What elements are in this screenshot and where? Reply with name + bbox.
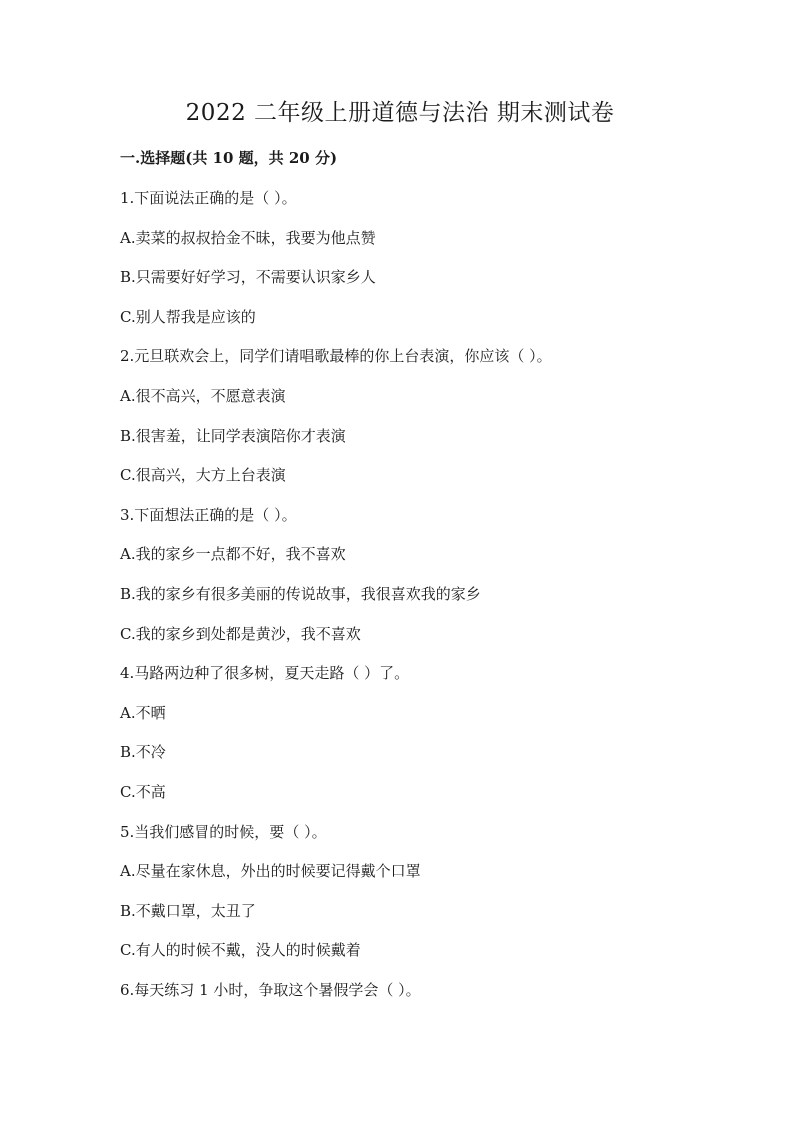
answer-option: B.不冷 bbox=[120, 743, 166, 762]
answer-option: C.很高兴，大方上台表演 bbox=[120, 466, 286, 485]
question-text: 6.每天练习 1 小时，争取这个暑假学会（ ）。 bbox=[120, 980, 421, 999]
answer-option: A.卖菜的叔叔拾金不昧，我要为他点赞 bbox=[120, 228, 376, 247]
question-list bbox=[120, 186, 720, 1017]
question-text: 3.下面想法正确的是（ ）。 bbox=[120, 505, 297, 524]
answer-option: C.别人帮我是应该的 bbox=[120, 307, 256, 326]
answer-option: B.我的家乡有很多美丽的传说故事，我很喜欢我的家乡 bbox=[120, 584, 481, 603]
answer-option: C.不高 bbox=[120, 782, 166, 801]
answer-option: B.不戴口罩，太丑了 bbox=[120, 901, 256, 920]
answer-option: A.我的家乡一点都不好，我不喜欢 bbox=[120, 545, 346, 564]
exam-title: 2022 二年级上册道德与法治 期末测试卷 bbox=[185, 100, 615, 126]
answer-option: A.很不高兴，不愿意表演 bbox=[120, 386, 286, 405]
section-heading: 一.选择题(共 10 题，共 20 分) bbox=[120, 149, 338, 167]
question-text: 1.下面说法正确的是（ ）。 bbox=[120, 189, 297, 207]
answer-option: A.不晒 bbox=[120, 703, 166, 722]
question-text: 4.马路两边种了很多树，夏天走路（ ）了。 bbox=[120, 664, 410, 683]
question-text: 5.当我们感冒的时候，要（ ）。 bbox=[120, 822, 327, 841]
answer-option: B.很害羞，让同学表演陪你才表演 bbox=[120, 426, 346, 445]
answer-option: C.有人的时候不戴，没人的时候戴着 bbox=[120, 941, 361, 960]
answer-option: A.尽量在家休息，外出的时候要记得戴个口罩 bbox=[120, 862, 421, 881]
answer-option: C.我的家乡到处都是黄沙，我不喜欢 bbox=[120, 624, 361, 643]
question-text: 2.元旦联欢会上，同学们请唱歌最棒的你上台表演，你应该（ ）。 bbox=[120, 347, 552, 366]
answer-option: B.只需要好好学习，不需要认识家乡人 bbox=[120, 268, 376, 287]
